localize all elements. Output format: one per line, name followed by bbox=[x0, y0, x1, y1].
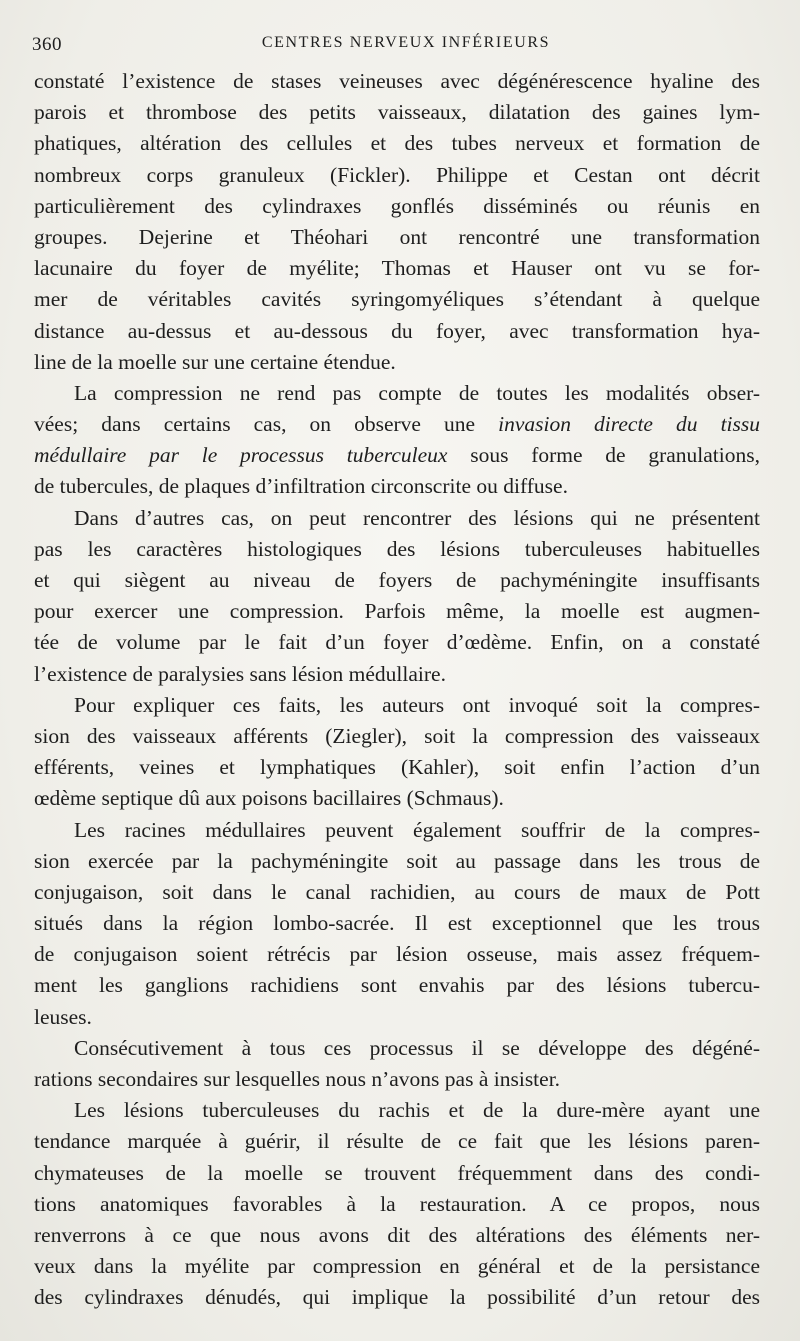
text-line: efférents, veines et lymphatiques (Kahler), soit enfin l’action d’un bbox=[34, 755, 760, 780]
text-line: de conjugaison soient rétrécis par lésion osseuse, mais assez fréquem- bbox=[34, 942, 760, 967]
paragraph-1 bbox=[34, 66, 760, 378]
text-line: et qui siègent au niveau de foyers de pachyméningite insuffisants bbox=[34, 568, 760, 592]
text-line: phatiques, altération des cellules et des tubes nerveux et formation de bbox=[34, 131, 760, 156]
text-line: Les lésions tuberculeuses du rachis et de la dure-mère ayant une bbox=[74, 1098, 760, 1123]
text-line: lacunaire du foyer de myélite; Thomas et Hauser ont vu se for- bbox=[34, 256, 760, 281]
text-line: renverrons à ce que nous avons dit des altérations des éléments ner- bbox=[34, 1222, 760, 1247]
paragraph-5 bbox=[34, 815, 760, 1033]
text-line: tée de volume par le fait d’un foyer d’œdème. Enfin, on a constaté bbox=[34, 630, 760, 655]
italic-phrase: médullaire par le processus tuberculeux bbox=[34, 443, 448, 468]
text-line: La compression ne rend pas compte de toutes les modalités obser- bbox=[74, 380, 760, 405]
italic-phrase: invasion directe du tissu bbox=[498, 412, 761, 437]
text-line: ment les ganglions rachidiens sont envahis par des lésions tubercu- bbox=[34, 973, 760, 998]
text-line: sion des vaisseaux afférents (Ziegler), soit la compression des vaisseaux bbox=[34, 723, 760, 748]
text-line: tendance marquée à guérir, il résulte de ce fait que les lésions paren- bbox=[34, 1129, 760, 1154]
text-fragment: sous forme de granulations, bbox=[470, 443, 760, 468]
text-line: sion exercée par la pachyméningite soit au passage dans les trous de bbox=[34, 848, 760, 873]
text-line: groupes. Dejerine et Théohari ont rencontré une transformation bbox=[34, 224, 760, 249]
text-line: distance au-dessus et au-dessous du foyer, avec transformation hya- bbox=[34, 318, 760, 343]
text-line: chymateuses de la moelle se trouvent fréquemment dans des condi- bbox=[34, 1160, 760, 1185]
body-text bbox=[34, 66, 760, 1314]
text-line: de tubercules, de plaques d’infiltration circonscrite ou diffuse. bbox=[34, 474, 568, 499]
text-line: Pour expliquer ces faits, les auteurs ont invoqué soit la compres- bbox=[74, 692, 760, 717]
text-line: Consécutivement à tous ces processus il se développe des dégéné- bbox=[74, 1035, 760, 1060]
text-line: pas les caractères histologiques des lésions tuberculeuses habituelles bbox=[34, 536, 760, 561]
text-line: parois et thrombose des petits vaisseaux, dilatation des gaines lym- bbox=[34, 100, 760, 125]
text-line: constaté l’existence de stases veineuses avec dégénérescence hyaline des bbox=[34, 69, 760, 93]
text-line: l’existence de paralysies sans lésion médullaire. bbox=[34, 661, 446, 686]
text-line: conjugaison, soit dans le canal rachidien, au cours de maux de Pott bbox=[34, 879, 760, 904]
text-line: particulièrement des cylindraxes gonflés disséminés ou réunis en bbox=[34, 193, 760, 218]
text-line: nombreux corps granuleux (Fickler). Philippe et Cestan ont décrit bbox=[34, 162, 760, 187]
text-line: veux dans la myélite par compression en général et de la persistance bbox=[34, 1254, 760, 1279]
paragraph-3 bbox=[34, 503, 760, 690]
paragraph-6 bbox=[34, 1033, 760, 1095]
text-fragment: vées; dans certains cas, on observe une bbox=[34, 412, 476, 437]
text-line: tions anatomiques favorables à la restauration. A ce propos, nous bbox=[34, 1191, 760, 1216]
paragraph-2 bbox=[34, 378, 760, 503]
page-number: 360 bbox=[32, 34, 62, 55]
paragraph-7 bbox=[34, 1095, 760, 1313]
text-line: rations secondaires sur lesquelles nous n’avons pas à insister. bbox=[34, 1067, 561, 1091]
text-line: pour exercer une compression. Parfois même, la moelle est augmen- bbox=[34, 599, 760, 624]
text-line: Les racines médullaires peuvent également souffrir de la compres- bbox=[74, 817, 760, 842]
text-line: mer de véritables cavités syringomyéliques s’étendant à quelque bbox=[34, 287, 760, 312]
running-title: CENTRES NERVEUX INFÉRIEURS bbox=[261, 34, 551, 51]
paragraph-4 bbox=[34, 690, 760, 815]
text-line: situés dans la région lombo-sacrée. Il est exceptionnel que les trous bbox=[34, 911, 760, 936]
text-line: œdème septique dû aux poisons bacillaires (Schmaus). bbox=[34, 786, 504, 811]
text-line: Dans d’autres cas, on peut rencontrer des lésions qui ne présentent bbox=[74, 505, 760, 530]
text-line: leuses. bbox=[34, 1004, 92, 1029]
text-line: line de la moelle sur une certaine étendue. bbox=[34, 349, 396, 374]
text-line-with-italic bbox=[34, 409, 760, 440]
running-head bbox=[32, 30, 760, 58]
text-line-with-italic bbox=[34, 440, 760, 471]
text-line: des cylindraxes dénudés, qui implique la possibilité d’un retour des bbox=[34, 1285, 760, 1310]
